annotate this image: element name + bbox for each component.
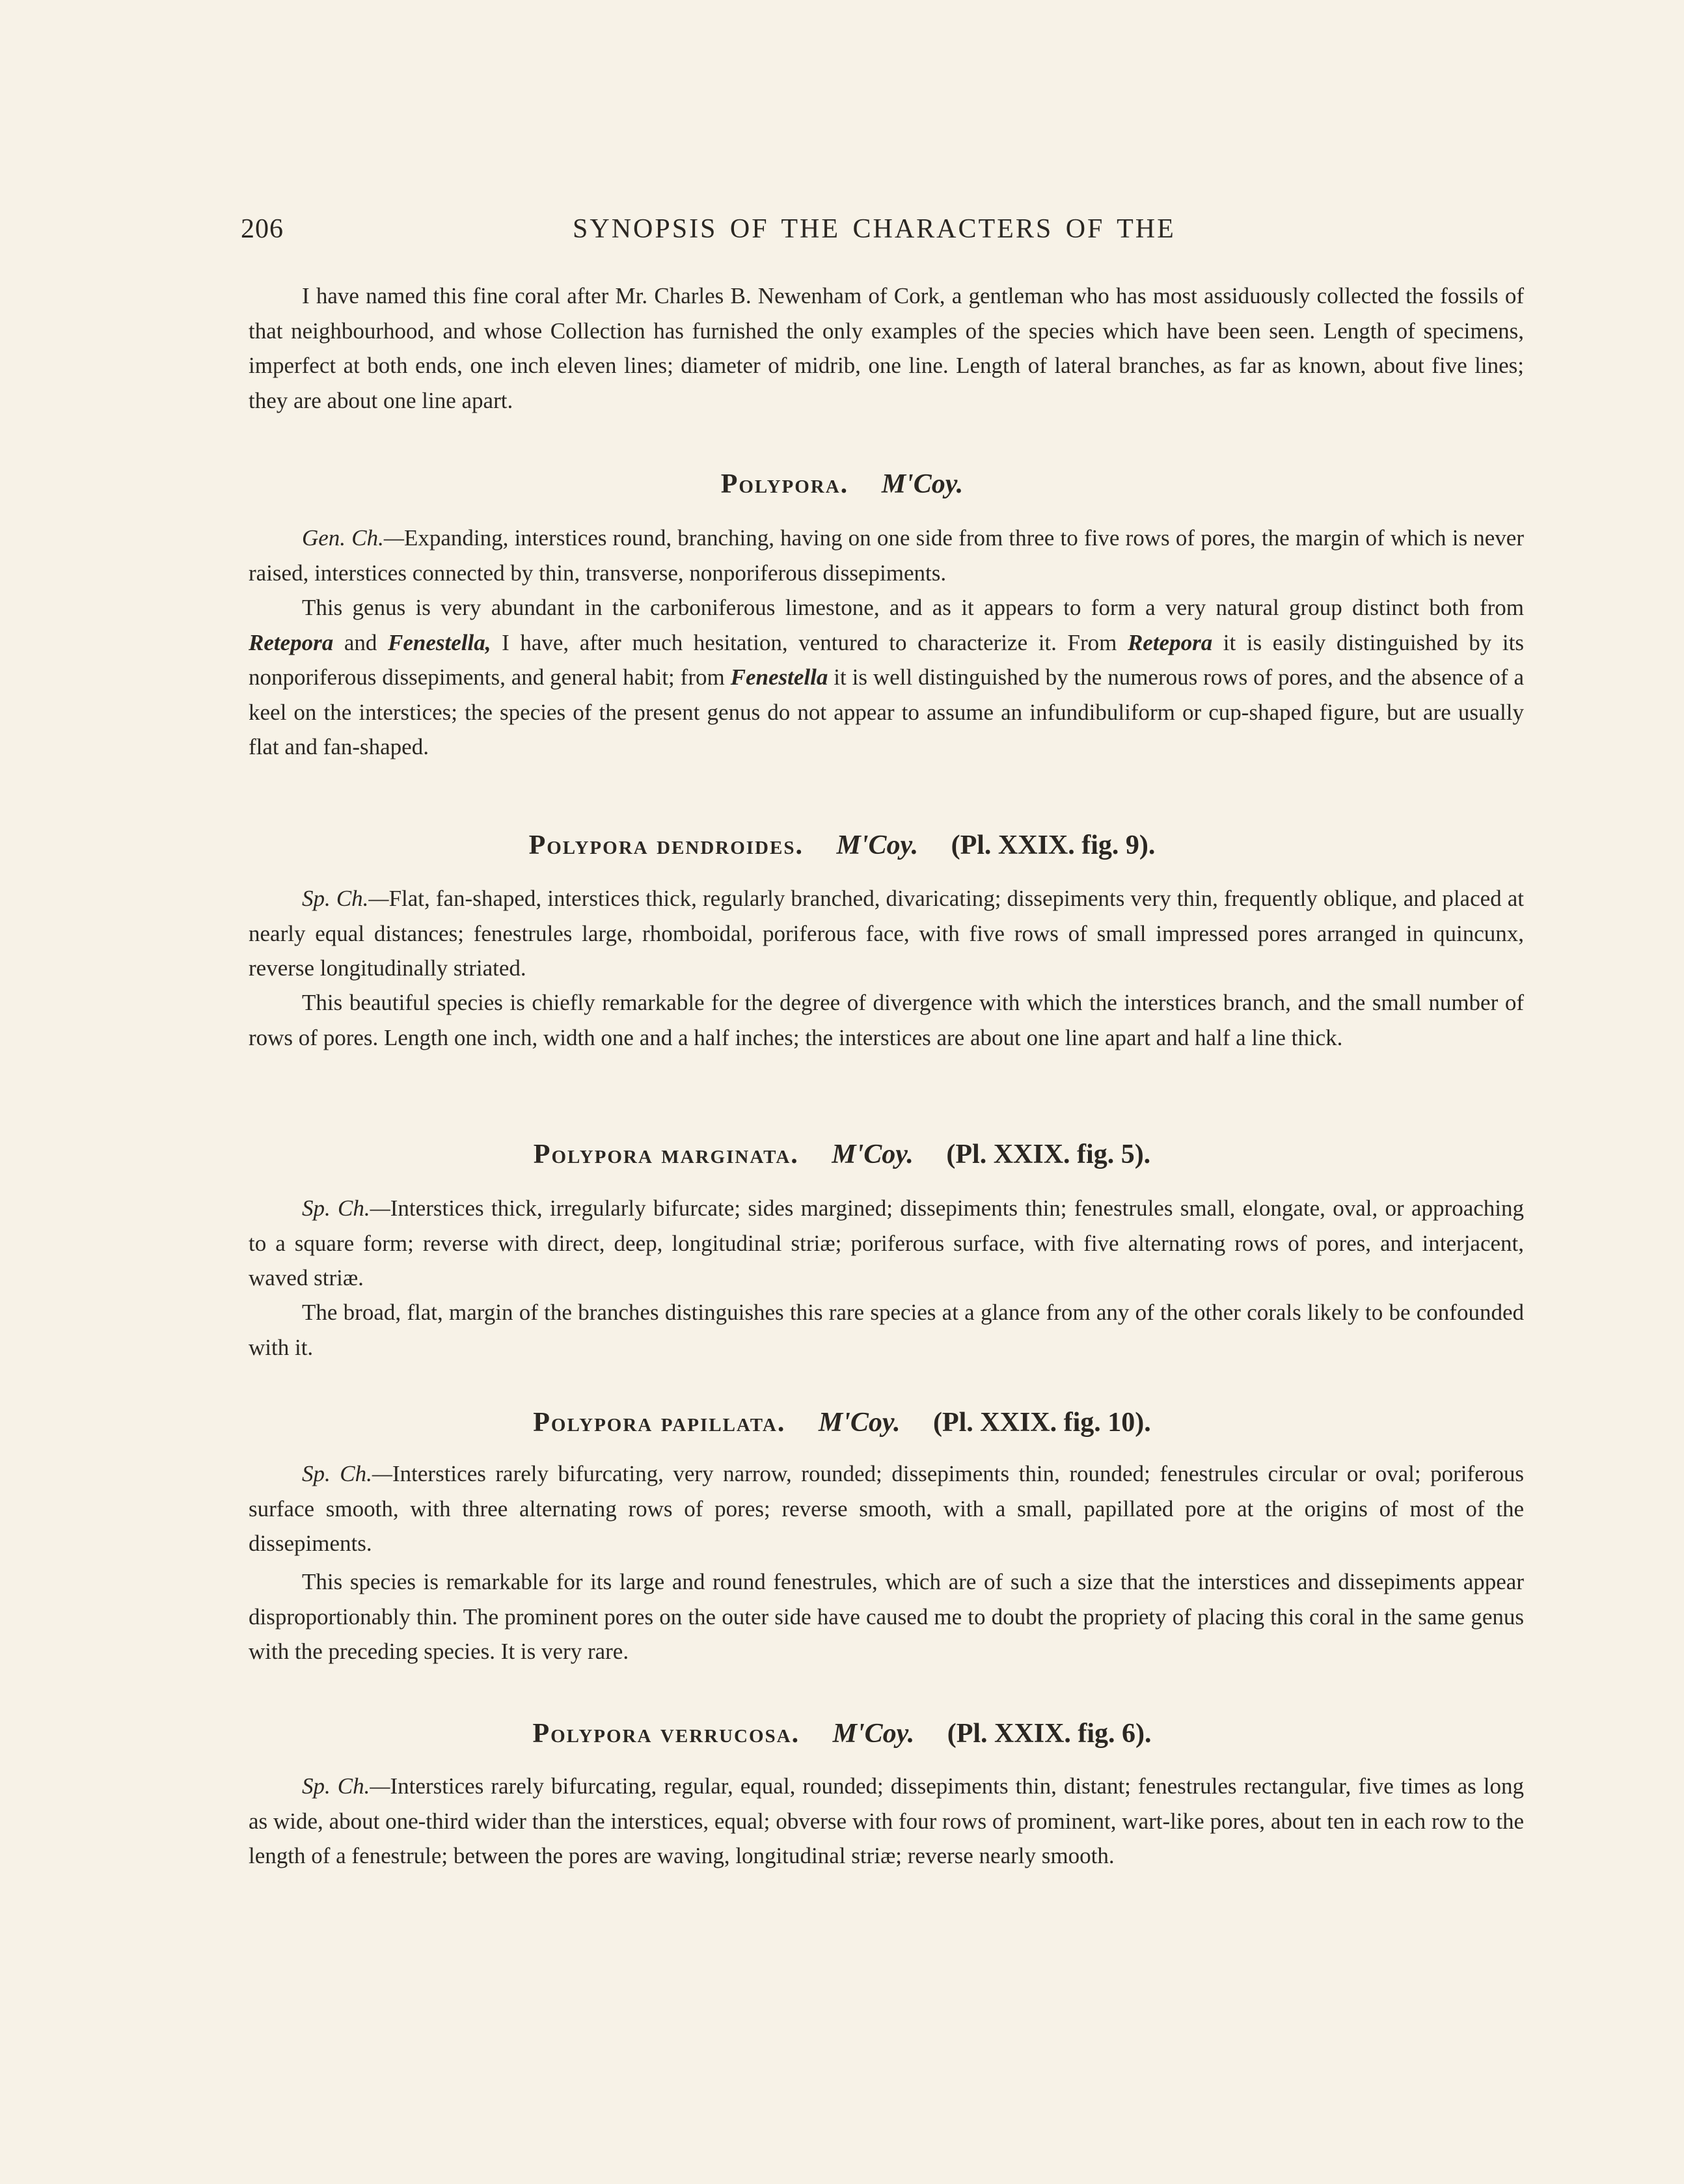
genus-heading [0, 469, 1684, 500]
sp-ch-text: Interstices thick, irregularly bifurcate; sides margined; dissepiments thin; fenestrules small, elongate, oval, or approaching to a square form; reverse with direct, deep, longitudinal striæ; poriferous surface, with five alternating rows of pores, and interjacent, waved striæ. [249, 1195, 1524, 1290]
species-characters [249, 1769, 1524, 1874]
page-header [241, 213, 1490, 253]
sp-ch-text: Interstices rarely bifurcating, regular, equal, rounded; dissepiments thin, distant; fenestrules rectangular, five times as long as wide, about one-third wider than the interstices, equal; obverse with four rows of prominent, wart-like pores, about ten in each row to the length of a fenestrule; between the pores are waving, longitudinal striæ; reverse nearly smooth. [249, 1773, 1524, 1868]
species-heading [0, 1407, 1684, 1438]
species-author: M'Coy. [832, 1140, 914, 1169]
genus-ref-retepora: Retepora [1127, 629, 1213, 655]
species-name: Polypora verrucosa. [532, 1719, 800, 1749]
sp-ch-text: Flat, fan-shaped, interstices thick, regularly branched, divaricating; dissepiments very thin, frequently oblique, and placed at nearly equal distances; fenestrules large, rhomboidal, poriferous face, with five rows of small impressed pores arranged in quincunx, reverse longitudinally striated. [249, 886, 1525, 981]
species-heading [0, 830, 1684, 861]
sp-ch-text: Interstices rarely bifurcating, very narrow, rounded; dissepiments thin, rounded; fenestrules circular or oval; poriferous surface smooth, with three alternating rows of pores; reverse smooth, with a small, papillated pore at the origins of most of the dissepiments. [249, 1461, 1524, 1556]
species-name: Polypora dendroides. [528, 830, 804, 860]
page-number: 206 [241, 214, 284, 244]
plate-reference: (Pl. XXIX. fig. 5). [946, 1140, 1151, 1169]
species-characters [249, 1191, 1524, 1296]
plate-reference: (Pl. XXIX. fig. 6). [947, 1719, 1152, 1749]
species-remark: This beautiful species is chiefly remarkable for the degree of divergence with which the interstices branch, and the small number of rows of pores. Length one inch, width one and a half inches; the interstices are about one line apart and half a line thick. [249, 990, 1524, 1050]
genus-ref-fenestella: Fenestella, [388, 629, 491, 655]
genus-author: M'Coy. [881, 469, 964, 499]
sp-ch-label: Sp. Ch.— [302, 1461, 393, 1486]
remarks-text: This genus is very abundant in the carboniferous limestone, and as it appears to form a very natural group distinct both from [302, 595, 1524, 620]
gen-ch-text: Expanding, interstices round, branching, having on one side from three to five rows of pores, the margin of which is never raised, interstices connected by thin, transverse, nonporiferous dissepiments. [249, 525, 1524, 586]
gen-ch-label: Gen. Ch.— [302, 525, 404, 551]
species-characters [249, 1456, 1524, 1561]
species-name: Polypora papillata. [533, 1408, 786, 1438]
species-remark: This species is remarkable for its large and round fenestrules, which are of such a size that the interstices and dissepiments appear disproportionably thin. The prominent pores on the outer side have caused me to doubt the propriety of placing this coral in the same genus with the preceding species. It is very rare. [249, 1569, 1524, 1664]
species-remark: The broad, flat, margin of the branches distinguishes this rare species at a glance from any of the other corals likely to be confounded with it. [249, 1300, 1524, 1360]
genus-characters [249, 521, 1524, 590]
remarks-text: it is well distinguished by the numerous rows of pores, and the absence of a keel on the interstices; the species of the present genus do not appear to assume an infundibuliform or cup-shaped figure, but are usually flat and fan-shaped. [249, 664, 1525, 759]
genus-name: Polypora. [720, 469, 849, 499]
genus-ref-retepora: Retepora [249, 629, 334, 655]
species-heading [0, 1139, 1684, 1170]
remarks-text: and [333, 629, 388, 655]
genus-ref-fenestella: Fenestella [730, 664, 828, 690]
species-author: M'Coy. [818, 1408, 901, 1438]
genus-remarks [249, 590, 1524, 765]
species-heading [0, 1718, 1684, 1749]
species-author: M'Coy. [836, 830, 919, 860]
remarks-text: it is easily distinguished by its nonporiferous dissepiments, and general habit; from [249, 629, 1524, 690]
intro-paragraph: I have named this fine coral after Mr. Charles B. Newenham of Cork, a gentleman who has most assiduously collected the fossils of that neighbourhood, and whose Collection has furnished the only examples of the species which have been seen. Length of specimens, imperfect at both ends, one inch eleven lines; diameter of midrib, one line. Length of lateral branches, as far as known, about five lines; they are about one line apart. [249, 283, 1524, 413]
plate-reference: (Pl. XXIX. fig. 10). [932, 1408, 1151, 1438]
plate-reference: (Pl. XXIX. fig. 9). [951, 830, 1156, 860]
sp-ch-label: Sp. Ch.— [302, 886, 389, 911]
species-characters [249, 881, 1524, 986]
running-head: SYNOPSIS OF THE CHARACTERS OF THE [573, 214, 1176, 244]
sp-ch-label: Sp. Ch.— [302, 1195, 390, 1221]
remarks-text: I have, after much hesitation, ventured to characterize it. From [491, 629, 1128, 655]
species-name: Polypora marginata. [533, 1140, 799, 1169]
sp-ch-label: Sp. Ch.— [302, 1773, 390, 1799]
species-author: M'Coy. [832, 1719, 915, 1749]
